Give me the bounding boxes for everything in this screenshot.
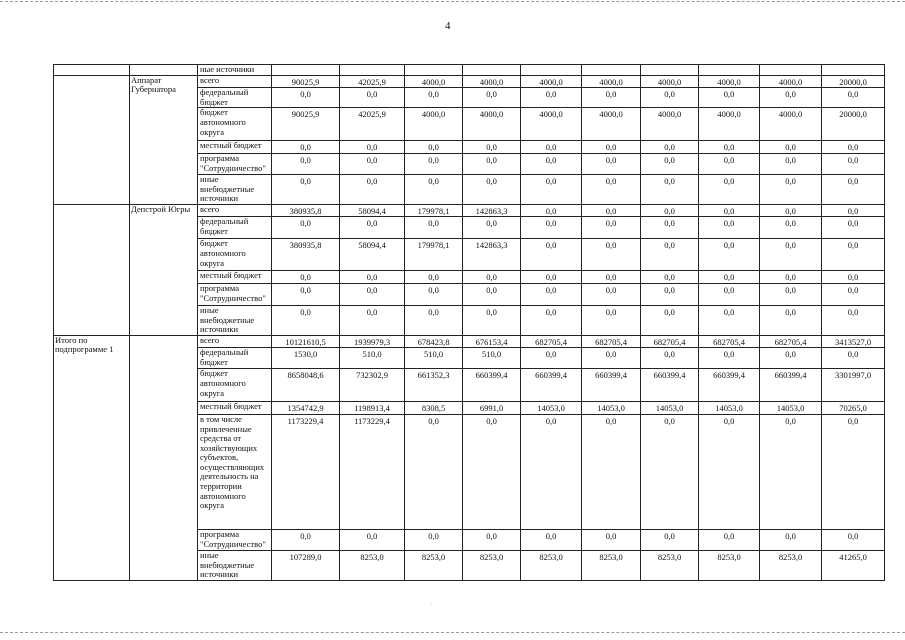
value-cell: 682705,4 [699,335,760,348]
value-cell: 10121610,5 [272,335,340,348]
source-label: в том числе привлеченные средства от хозяйствующих субъектов, осуществляющих деятельность на территории автономного округа [198,414,272,529]
value-cell: 682705,4 [582,335,641,348]
source-label: бюджет автономного округа [198,239,272,271]
value-cell: 0,0 [641,239,699,271]
table-row [54,204,885,217]
value-cell: 0,0 [822,174,885,204]
value-cell: 0,0 [463,141,521,154]
value-cell: 0,0 [641,529,699,550]
value-cell: 0,0 [340,305,405,335]
value-cell: 0,0 [641,174,699,204]
value-cell: 0,0 [582,141,641,154]
value-cell: 0,0 [582,153,641,174]
value-cell: 0,0 [641,153,699,174]
value-cell: 682705,4 [521,335,582,348]
value-cell: 0,0 [641,88,699,108]
value-cell: 0,0 [822,88,885,108]
value-cell: 732302,9 [340,369,405,402]
budget-table [53,64,885,581]
value-cell: 0,0 [822,217,885,239]
source-label: всего [198,335,272,348]
value-cell: 0,0 [272,305,340,335]
source-label: всего [198,75,272,88]
value-cell: 4000,0 [521,75,582,88]
value-cell: 0,0 [699,239,760,271]
section-cell [54,65,130,76]
value-cell: 4000,0 [463,75,521,88]
value-cell: 0,0 [699,174,760,204]
value-cell: 682705,4 [760,335,822,348]
value-cell: 1530,0 [272,348,340,369]
source-label: всего [198,204,272,217]
value-cell: 0,0 [405,141,463,154]
value-cell: 0,0 [521,174,582,204]
value-cell: 660399,4 [699,369,760,402]
executor-cell: Депстрой Югры [130,204,198,335]
value-cell: 179978,1 [405,239,463,271]
value-cell: 0,0 [582,305,641,335]
value-cell: 8253,0 [582,550,641,580]
table-row [54,65,885,76]
value-cell: 0,0 [760,283,822,305]
value-cell: 0,0 [405,217,463,239]
value-cell: 0,0 [521,529,582,550]
source-label: местный бюджет [198,402,272,415]
value-cell: 0,0 [699,348,760,369]
value-cell: 0,0 [760,239,822,271]
value-cell: 1354742,9 [272,402,340,415]
value-cell: 4000,0 [699,75,760,88]
value-cell: 1939979,3 [340,335,405,348]
value-cell: 6991,0 [463,402,521,415]
source-label: иные внебюджетные источники [198,550,272,580]
value-cell: 0,0 [641,348,699,369]
value-cell: 58094,4 [340,204,405,217]
value-cell: 510,0 [463,348,521,369]
table-row [54,335,885,348]
value-cell: 0,0 [463,283,521,305]
top-scan-edge [0,1,905,2]
source-label: бюджет автономного округа [198,108,272,141]
value-cell: 661352,3 [405,369,463,402]
value-cell: 4000,0 [405,108,463,141]
source-label: бюджет автономного округа [198,369,272,402]
value-cell: 0,0 [760,217,822,239]
value-cell: 0,0 [822,348,885,369]
value-cell: 0,0 [760,204,822,217]
executor-cell: Аппарат Губернатора [130,75,198,204]
table-row [54,75,885,88]
value-cell: 0,0 [822,271,885,284]
value-cell: 0,0 [641,283,699,305]
value-cell: 0,0 [521,141,582,154]
value-cell: 0,0 [405,88,463,108]
value-cell: 90025,9 [272,108,340,141]
source-label: местный бюджет [198,271,272,284]
value-cell: 0,0 [760,348,822,369]
value-cell: 8253,0 [463,550,521,580]
value-cell: 0,0 [760,529,822,550]
value-cell: 20000,0 [822,75,885,88]
value-cell: 0,0 [272,88,340,108]
value-cell: 0,0 [822,239,885,271]
value-cell: 660399,4 [582,369,641,402]
value-cell: 4000,0 [582,108,641,141]
value-cell: 0,0 [272,271,340,284]
value-cell: 0,0 [272,174,340,204]
value-cell: 0,0 [699,141,760,154]
value-cell: 0,0 [463,305,521,335]
value-cell: 0,0 [521,217,582,239]
value-cell: 179978,1 [405,204,463,217]
value-cell: 0,0 [272,153,340,174]
value-cell: 8308,5 [405,402,463,415]
value-cell: 0,0 [521,305,582,335]
bottom-scan-edge [0,632,905,633]
value-cell: 510,0 [405,348,463,369]
value-cell: 0,0 [463,153,521,174]
executor-cell [130,65,198,76]
value-cell: 0,0 [582,271,641,284]
value-cell: 1173229,4 [272,414,340,529]
value-cell: 0,0 [760,414,822,529]
value-cell: 0,0 [822,283,885,305]
value-cell: 0,0 [760,141,822,154]
value-cell: 0,0 [582,88,641,108]
value-cell: 0,0 [521,239,582,271]
value-cell: 107289,0 [272,550,340,580]
value-cell: 0,0 [463,217,521,239]
value-cell: 0,0 [582,529,641,550]
value-cell: 0,0 [760,88,822,108]
value-cell: 8658048,6 [272,369,340,402]
value-cell: 0,0 [340,283,405,305]
value-cell: 0,0 [699,283,760,305]
source-label: федеральный бюджет [198,217,272,239]
value-cell: 0,0 [463,414,521,529]
value-cell: 8253,0 [340,550,405,580]
value-cell: 0,0 [340,529,405,550]
value-cell: 0,0 [521,414,582,529]
value-cell: 4000,0 [760,108,822,141]
value-cell: 8253,0 [521,550,582,580]
value-cell: 510,0 [340,348,405,369]
page-number: 4 [445,20,451,32]
value-cell: 0,0 [582,348,641,369]
value-cell: 8253,0 [405,550,463,580]
value-cell: 0,0 [822,141,885,154]
value-cell: 0,0 [521,153,582,174]
value-cell: 0,0 [582,204,641,217]
value-cell: 0,0 [699,153,760,174]
value-cell: 0,0 [822,529,885,550]
source-label: иные внебюджетные источники [198,174,272,204]
value-cell: 0,0 [641,414,699,529]
value-cell: 4000,0 [760,75,822,88]
value-cell: 3413527,0 [822,335,885,348]
value-cell: 678423,8 [405,335,463,348]
value-cell: 660399,4 [521,369,582,402]
value-cell: 0,0 [641,305,699,335]
value-cell: 0,0 [340,217,405,239]
source-label: программа "Сотрудничество" [198,283,272,305]
value-cell: 14053,0 [641,402,699,415]
value-cell: 42025,9 [340,108,405,141]
value-cell: 1173229,4 [340,414,405,529]
value-cell: 41265,0 [822,550,885,580]
value-cell: 0,0 [582,239,641,271]
value-cell: 0,0 [272,217,340,239]
value-cell: 14053,0 [521,402,582,415]
value-cell: 14053,0 [582,402,641,415]
value-cell: 0,0 [463,88,521,108]
value-cell: 0,0 [699,529,760,550]
value-cell: 0,0 [582,414,641,529]
value-cell: 0,0 [822,305,885,335]
value-cell: 660399,4 [463,369,521,402]
value-cell: 0,0 [521,348,582,369]
value-cell: 0,0 [822,414,885,529]
value-cell: 42025,9 [340,75,405,88]
source-label: ные источники [198,65,272,76]
value-cell: 58094,4 [340,239,405,271]
source-label: программа "Сотрудничество" [198,529,272,550]
value-cell: 0,0 [699,88,760,108]
value-cell: 8253,0 [760,550,822,580]
value-cell: 380935,8 [272,239,340,271]
value-cell: 0,0 [699,305,760,335]
value-cell: 0,0 [641,271,699,284]
value-cell: 0,0 [521,271,582,284]
source-label: местный бюджет [198,141,272,154]
value-cell: 14053,0 [699,402,760,415]
value-cell: 0,0 [521,204,582,217]
source-label: программа "Сотрудничество" [198,153,272,174]
section-cell [54,204,130,335]
value-cell: 0,0 [272,283,340,305]
value-cell: 0,0 [272,529,340,550]
value-cell: 0,0 [582,217,641,239]
value-cell: 676153,4 [463,335,521,348]
value-cell: 1198913,4 [340,402,405,415]
value-cell: 0,0 [641,141,699,154]
section-cell [54,75,130,204]
value-cell: 0,0 [641,217,699,239]
value-cell: 4000,0 [641,75,699,88]
value-cell: 20000,0 [822,108,885,141]
value-cell: 380935,8 [272,204,340,217]
value-cell: 0,0 [405,305,463,335]
value-cell: 0,0 [699,204,760,217]
value-cell: 0,0 [405,529,463,550]
value-cell: 660399,4 [641,369,699,402]
value-cell: 0,0 [405,174,463,204]
value-cell: 8253,0 [699,550,760,580]
value-cell: 142863,3 [463,239,521,271]
value-cell: 4000,0 [521,108,582,141]
value-cell: 0,0 [521,88,582,108]
value-cell: 4000,0 [641,108,699,141]
table-body [54,65,885,581]
value-cell: 90025,9 [272,75,340,88]
value-cell: 0,0 [582,174,641,204]
scan-speck: · [430,602,432,608]
value-cell: 0,0 [699,217,760,239]
value-cell: 0,0 [405,271,463,284]
value-cell: 70265,0 [822,402,885,415]
value-cell: 0,0 [463,174,521,204]
value-cell: 8253,0 [641,550,699,580]
value-cell: 0,0 [641,204,699,217]
source-label: иные внебюджетные источники [198,305,272,335]
value-cell: 0,0 [340,141,405,154]
value-cell: 4000,0 [463,108,521,141]
source-label: федеральный бюджет [198,88,272,108]
value-cell: 142863,3 [463,204,521,217]
value-cell: 4000,0 [405,75,463,88]
value-cell: 0,0 [463,271,521,284]
value-cell: 0,0 [822,204,885,217]
value-cell: 0,0 [582,283,641,305]
value-cell: 660399,4 [760,369,822,402]
value-cell: 0,0 [760,305,822,335]
value-cell: 0,0 [822,153,885,174]
executor-cell [130,335,198,580]
value-cell: 0,0 [405,283,463,305]
value-cell: 0,0 [340,88,405,108]
section-cell: Итого по подпрограмме 1 [54,335,130,580]
source-label: федеральный бюджет [198,348,272,369]
value-cell: 0,0 [760,153,822,174]
value-cell: 0,0 [760,271,822,284]
value-cell: 4000,0 [699,108,760,141]
value-cell: 0,0 [272,141,340,154]
value-cell: 0,0 [463,529,521,550]
value-cell: 0,0 [405,153,463,174]
value-cell: 0,0 [340,271,405,284]
value-cell: 682705,4 [641,335,699,348]
value-cell: 0,0 [521,283,582,305]
value-cell: 0,0 [699,271,760,284]
value-cell: 0,0 [699,414,760,529]
value-cell: 0,0 [405,414,463,529]
value-cell: 4000,0 [582,75,641,88]
value-cell: 14053,0 [760,402,822,415]
value-cell: 0,0 [340,153,405,174]
value-cell: 0,0 [340,174,405,204]
value-cell: 3301997,0 [822,369,885,402]
value-cell: 0,0 [760,174,822,204]
